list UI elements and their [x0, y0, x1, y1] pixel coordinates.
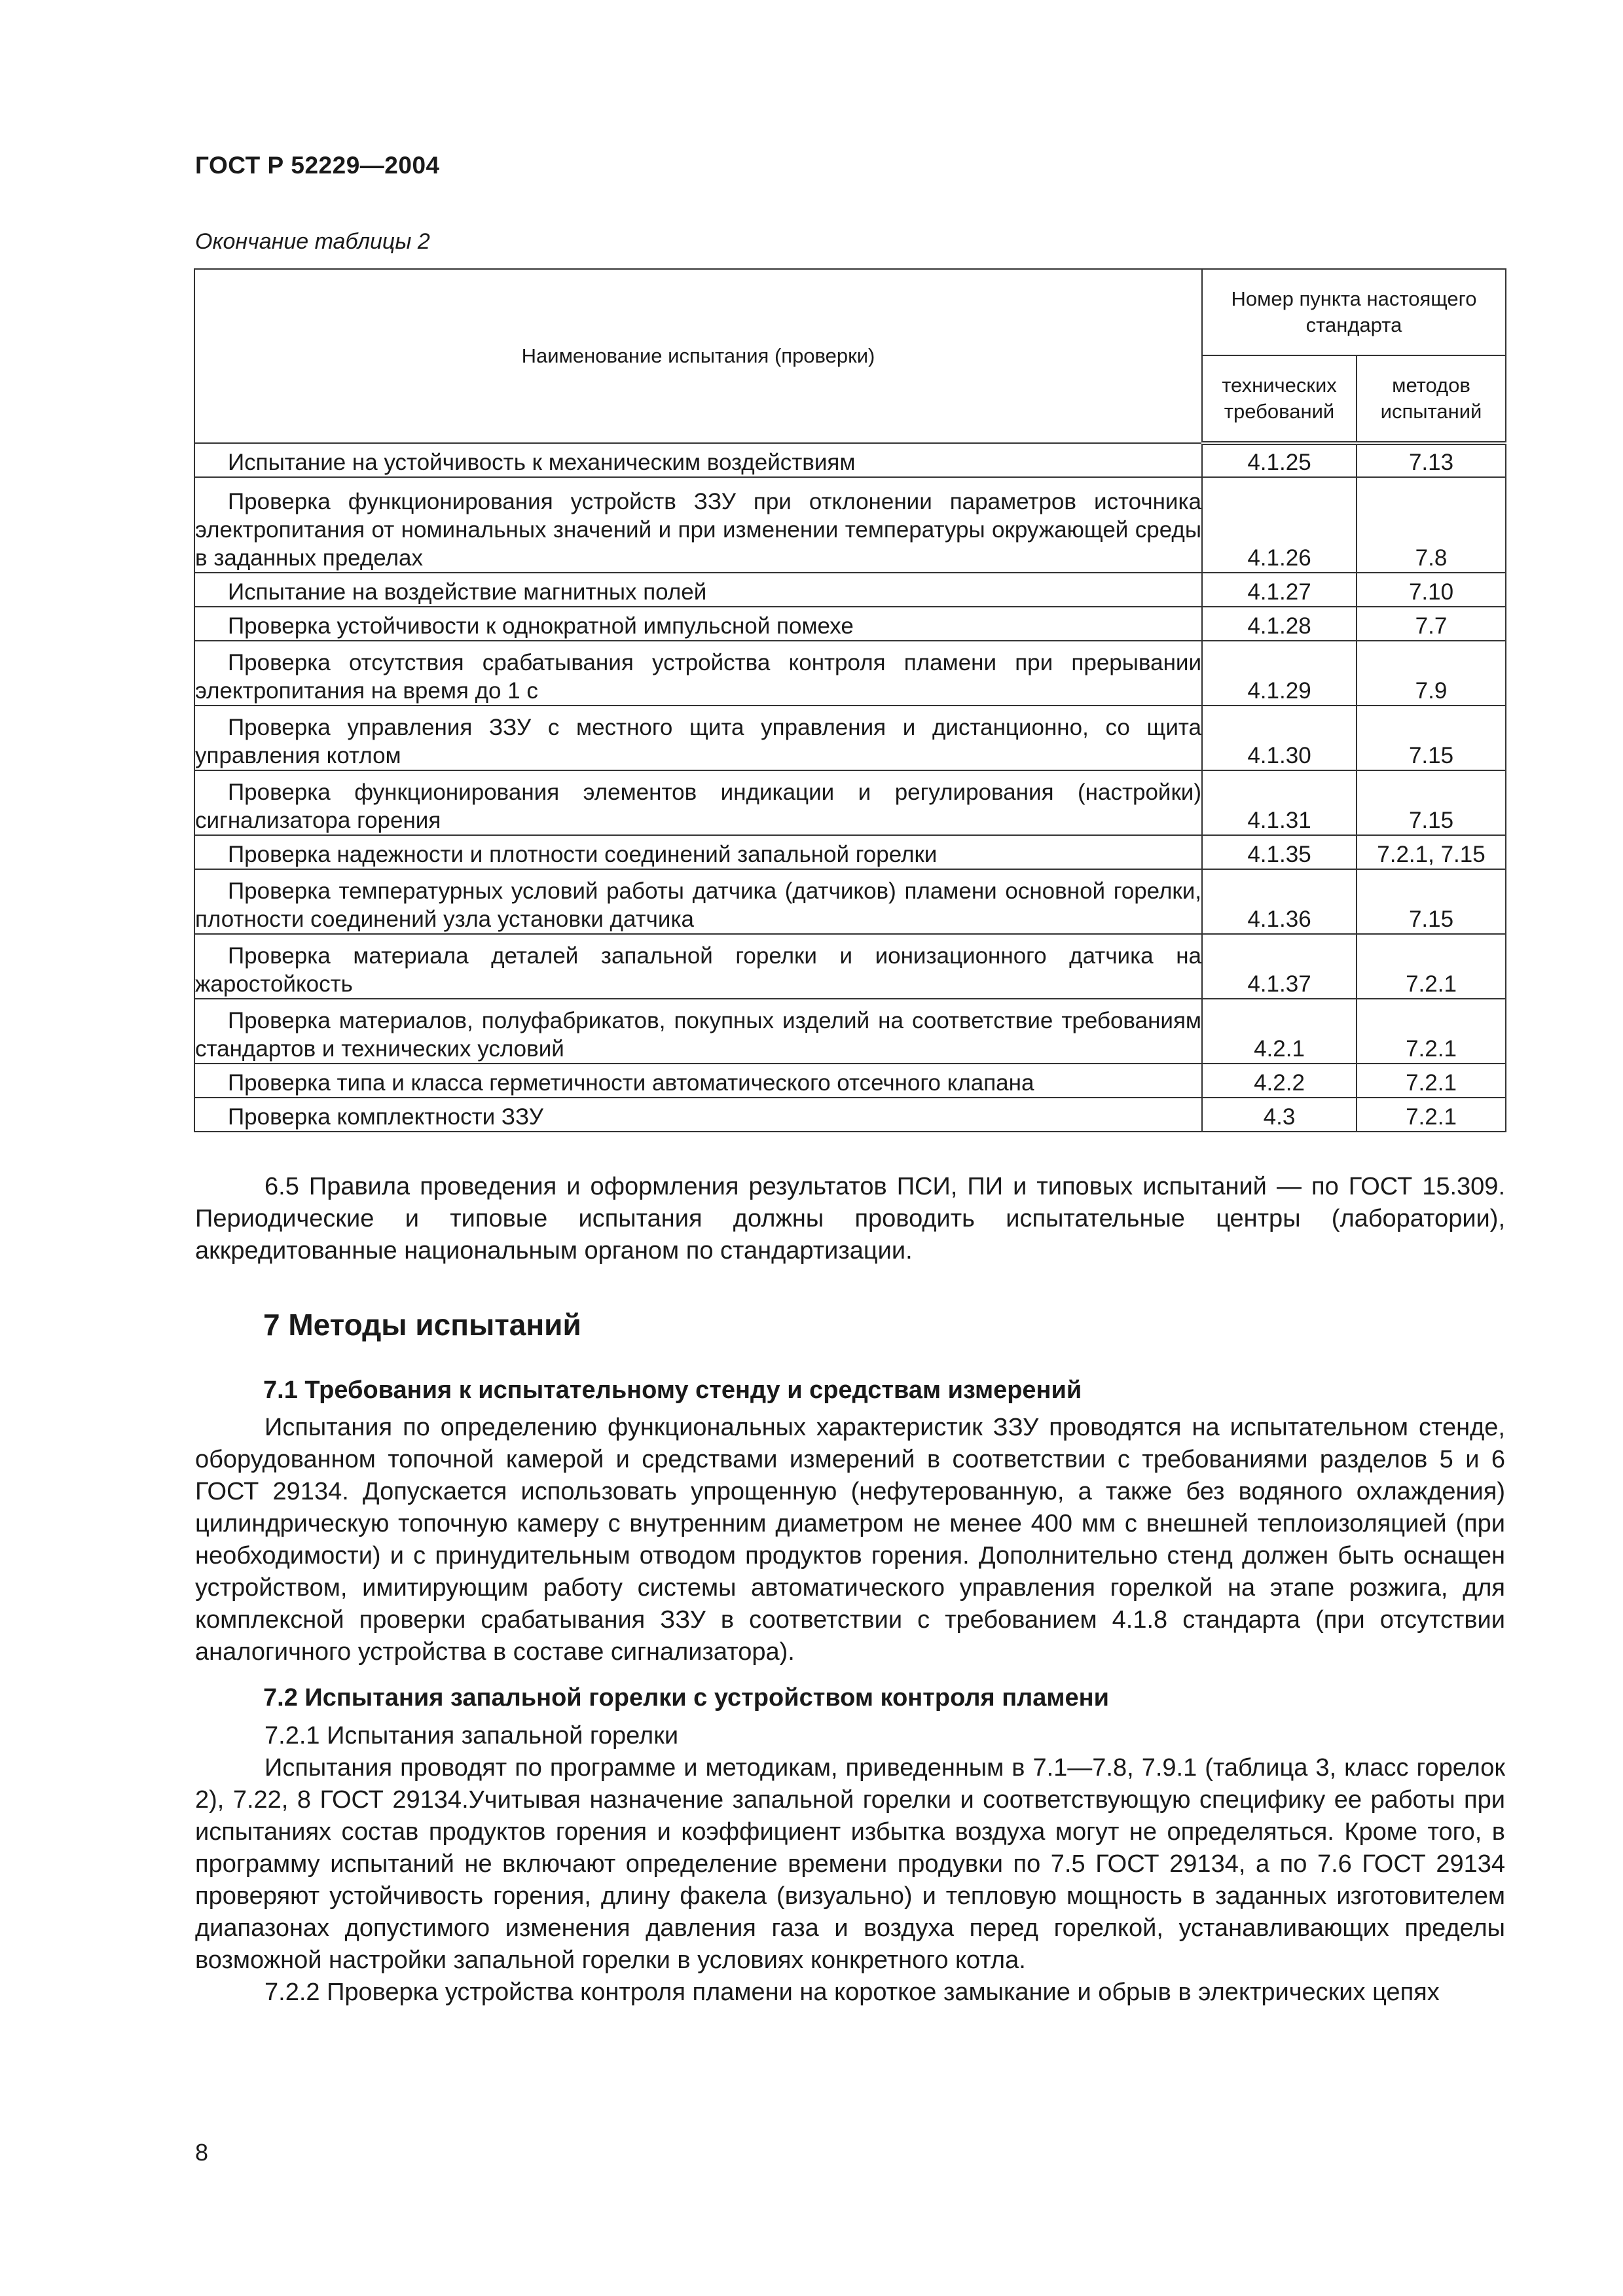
section-6-5 — [195, 1171, 1505, 1267]
table-row — [194, 641, 1506, 706]
test-method-cell: 7.2.1 — [1357, 1064, 1506, 1098]
test-name-cell: Испытание на устойчивость к механическим воздействиям — [194, 443, 1202, 477]
tech-requirement-cell: 4.1.26 — [1202, 477, 1357, 573]
table-caption: Окончание таблицы 2 — [195, 229, 430, 254]
test-method-cell: 7.8 — [1357, 477, 1506, 573]
header-test-name: Наименование испытания (проверки) — [194, 269, 1202, 443]
tech-requirement-cell: 4.2.2 — [1202, 1064, 1357, 1098]
paragraph-6-5: 6.5 Правила проведения и оформления результатов ПСИ, ПИ и типовых испытаний — по ГОСТ 15.309. Периодические и типовые испытания должны проводить испытательные центры (лаборатории), аккредитованные национальным органом по стандартизации. — [195, 1173, 1505, 1265]
test-name-cell: Проверка надежности и плотности соединений запальной горелки — [194, 835, 1202, 869]
table-row — [194, 835, 1506, 869]
test-name-cell: Испытание на воздействие магнитных полей — [194, 573, 1202, 607]
header-test-methods: методов испытаний — [1357, 355, 1506, 443]
test-method-cell: 7.15 — [1357, 869, 1506, 934]
table-row — [194, 1064, 1506, 1098]
tech-requirement-cell: 4.1.35 — [1202, 835, 1357, 869]
tech-requirement-cell: 4.2.1 — [1202, 999, 1357, 1064]
paragraph-7-2-2: 7.2.2 Проверка устройства контроля пламени на короткое замыкание и обрыв в электрических цепях — [264, 1979, 1440, 2006]
tech-requirement-cell: 4.1.28 — [1202, 607, 1357, 641]
test-name-cell: Проверка функционирования элементов индикации и регулирования (настройки) сигнализатора горения — [194, 770, 1202, 835]
test-name-cell: Проверка материала деталей запальной горелки и ионизационного датчика на жаростойкость — [194, 934, 1202, 999]
section-7-1-heading: 7.1 Требования к испытательному стенду и средствам измерений — [263, 1376, 1082, 1404]
table-row — [194, 999, 1506, 1064]
test-method-cell: 7.2.1, 7.15 — [1357, 835, 1506, 869]
test-name-cell: Проверка комплектности ЗЗУ — [194, 1098, 1202, 1132]
requirements-table — [194, 268, 1506, 1132]
test-method-cell: 7.9 — [1357, 641, 1506, 706]
tech-requirement-cell: 4.1.36 — [1202, 869, 1357, 934]
test-method-cell: 7.7 — [1357, 607, 1506, 641]
header-clause-number: Номер пункта настоящего стандарта — [1202, 269, 1506, 355]
test-method-cell: 7.2.1 — [1357, 1098, 1506, 1132]
tech-requirement-cell: 4.1.29 — [1202, 641, 1357, 706]
section-7-heading: 7 Методы испытаний — [263, 1308, 581, 1342]
test-name-cell: Проверка управления ЗЗУ с местного щита управления и дистанционно, со щита управления котлом — [194, 706, 1202, 770]
test-name-cell: Проверка материалов, полуфабрикатов, покупных изделий на соответствие требованиям стандартов и технических условий — [194, 999, 1202, 1064]
table-row — [194, 706, 1506, 770]
test-method-cell: 7.10 — [1357, 573, 1506, 607]
test-name-cell: Проверка температурных условий работы датчика (датчиков) пламени основной горелки, плотности соединений узла установки датчика — [194, 869, 1202, 934]
table-row — [194, 607, 1506, 641]
page-number: 8 — [195, 2139, 209, 2166]
paragraph-7-1: Испытания по определению функциональных характеристик ЗЗУ проводятся на испытательном стенде, оборудованном топочной камерой и средствами измерений в соответствии с требованиями разделов 5 и 6 ГОСТ 29134. Допускается использовать упрощенную (нефутерованную, а также без водяного охлаждения) цилиндрическую топочную камеру с внутренним диаметром не менее 400 мм с внешней теплоизоляцией (при необходимости) и с принудительным отводом продуктов горения. Дополнительно стенд должен быть оснащен устройством, имитирующим работу системы автоматического управления горелкой на этапе розжига, для комплексной проверки срабатывания ЗЗУ в соответствии с требованием 4.1.8 стандарта (при отсутствии аналогичного устройства в составе сигнализатора). — [195, 1414, 1505, 1666]
table-row — [194, 1098, 1506, 1132]
section-7-2-heading: 7.2 Испытания запальной горелки с устройством контроля пламени — [263, 1684, 1109, 1712]
table-row — [194, 770, 1506, 835]
header-tech-requirements: технических требований — [1202, 355, 1357, 443]
table-row — [194, 477, 1506, 573]
section-7-1 — [195, 1412, 1505, 1668]
test-name-cell: Проверка функционирования устройств ЗЗУ при отклонении параметров источника электропитания от номинальных значений и при изменении температуры окружающей среды в заданных пределах — [194, 477, 1202, 573]
tech-requirement-cell: 4.1.27 — [1202, 573, 1357, 607]
test-method-cell: 7.13 — [1357, 443, 1506, 477]
test-method-cell: 7.15 — [1357, 706, 1506, 770]
tech-requirement-cell: 4.1.25 — [1202, 443, 1357, 477]
table-row — [194, 869, 1506, 934]
paragraph-7-2-1-title: 7.2.1 Испытания запальной горелки — [264, 1722, 679, 1749]
section-7-2-1 — [195, 1720, 1505, 2009]
tech-requirement-cell: 4.1.37 — [1202, 934, 1357, 999]
test-name-cell: Проверка типа и класса герметичности автоматического отсечного клапана — [194, 1064, 1202, 1098]
test-method-cell: 7.2.1 — [1357, 934, 1506, 999]
table-row — [194, 443, 1506, 477]
test-method-cell: 7.15 — [1357, 770, 1506, 835]
table-row — [194, 934, 1506, 999]
document-id: ГОСТ Р 52229—2004 — [195, 152, 440, 179]
paragraph-7-2-1: Испытания проводят по программе и методикам, приведенным в 7.1—7.8, 7.9.1 (таблица 3, класс горелок 2), 7.22, 8 ГОСТ 29134.Учитывая назначение запальной горелки и соответствующую специфику ее работы при испытаниях состав продуктов горения и коэффициент избытка воздуха могут не определяться. Кроме того, в программу испытаний не включают определение времени продувки по 7.5 ГОСТ 29134, а по 7.6 ГОСТ 29134 проверяют устойчивость горения, длину факела (визуально) и тепловую мощность в заданных изготовителем диапазонах допустимого изменения давления газа и воздуха перед горелкой, устанавливающих пределы возможной настройки запальной горелки в условиях конкретного котла. — [195, 1754, 1505, 1974]
tech-requirement-cell: 4.3 — [1202, 1098, 1357, 1132]
test-name-cell: Проверка устойчивости к однократной импульсной помехе — [194, 607, 1202, 641]
test-name-cell: Проверка отсутствия срабатывания устройства контроля пламени при прерывании электропитания на время до 1 с — [194, 641, 1202, 706]
tech-requirement-cell: 4.1.30 — [1202, 706, 1357, 770]
tech-requirement-cell: 4.1.31 — [1202, 770, 1357, 835]
table-row — [194, 573, 1506, 607]
test-method-cell: 7.2.1 — [1357, 999, 1506, 1064]
